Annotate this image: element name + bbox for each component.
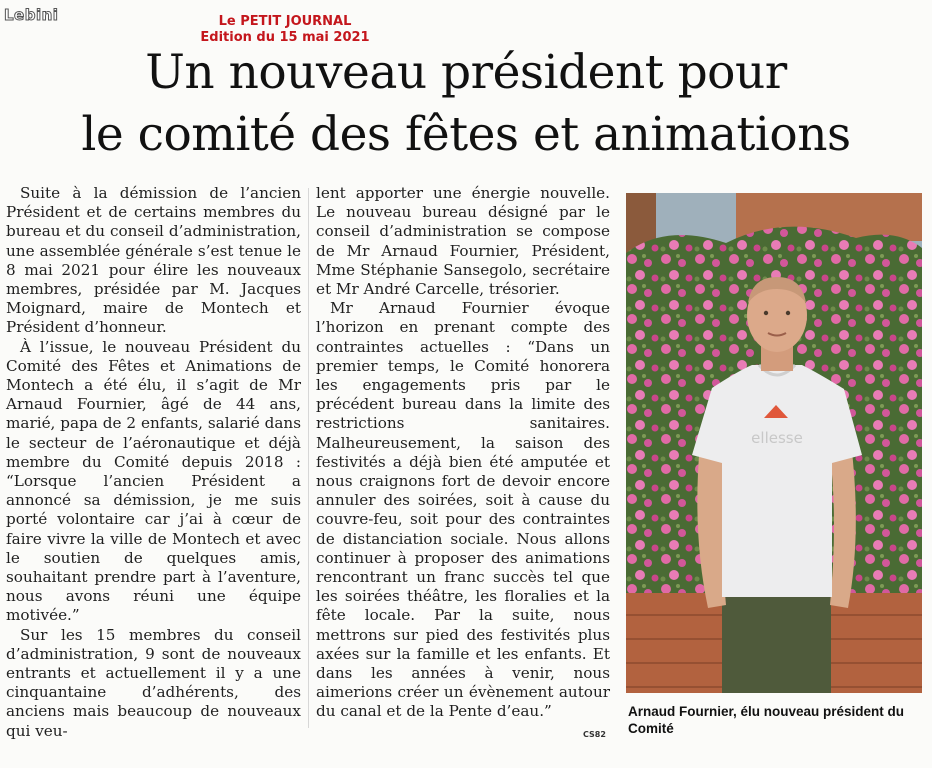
article-paragraph: Sur les 15 membres du conseil d’administration, 9 sont de nouveaux entrants et actuellement il y a une cinquantaine d’adhérents, des anciens mais beaucoup de nouveaux qui veu- xyxy=(6,625,301,740)
shirt-logo-text: ellesse xyxy=(751,429,803,447)
article-paragraph: Mr Arnaud Fournier évoque l’horizon en prenant compte des contraintes actuelles : “Dans un premier temps, le Comité honorera les engagements pris par le précédent bureau dans la limite des restrictions sanitaires. Malheureusement, la saison des festivités a déjà bien été amputée et nous craignons fort de devoir encore annuler des soirées, soit à cause du couvre-feu, soit pour des contraintes de distanciation sociale. Nous allons continuer à proposer des animations rencontrant un franc succès tel que les soirées théâtre, les floralies et la fête locale. Par la suite, nous mettrons sur pied des festivités plus axées sur la famille et les enfants. Et dans les années à venir, nous aimerions créer un évènement autour du canal et de la Pente d’eau.” xyxy=(316,299,610,721)
masthead-edition-date: Edition du 15 mai 2021 xyxy=(200,30,370,45)
headline-line-2: le comité des fêtes et animations xyxy=(81,107,851,162)
article-paragraph: Suite à la démission de l’ancien Président et de certains membres du bureau et du conseil d’administration, une assemblée générale s’est tenue le 8 mai 2021 pour élire les nouveaux membres, présidée par M. Jacques Moignard, maire de Montech et Président d’honneur. xyxy=(6,184,301,337)
article-paragraph: À l’issue, le nouveau Président du Comité des Fêtes et Animations de Montech a été élu, il s’agit de Mr Arnaud Fournier, âgé de 44 ans, marié, papa de 2 enfants, salarié dans le secteur de l’aéronautique et déjà membre du Comité depuis 2018 : “Lorsque l’ancien Président a annoncé sa démission, je me suis porté volontaire car j’ai à cœur de faire vivre la ville de Montech et avec le soutien de quelques amis, souhaitant prendre part à l’aventure, nous avons réuni une équipe motivée.” xyxy=(6,337,301,625)
photo-illustration xyxy=(626,193,922,693)
photo-caption: Arnaud Fournier, élu nouveau président du Comité xyxy=(628,704,905,736)
headline-line-1: Un nouveau président pour xyxy=(145,45,787,100)
watermark-logo: Lebini xyxy=(4,6,59,24)
column-divider xyxy=(308,188,309,728)
masthead-paper-name: Le PETIT JOURNAL xyxy=(218,14,352,29)
article-column-2 xyxy=(316,184,610,722)
article-headline xyxy=(0,42,932,166)
author-signature: CS82 xyxy=(583,730,606,739)
article-paragraph: lent apporter une énergie nouvelle. Le nouveau bureau désigné par le conseil d’administration se compose de Mr Arnaud Fournier, Président, Mme Stéphanie Sansegolo, secrétaire et Mr André Carcelle, trésorier. xyxy=(316,184,610,299)
article-column-1 xyxy=(6,184,301,741)
article-photo xyxy=(626,193,922,693)
